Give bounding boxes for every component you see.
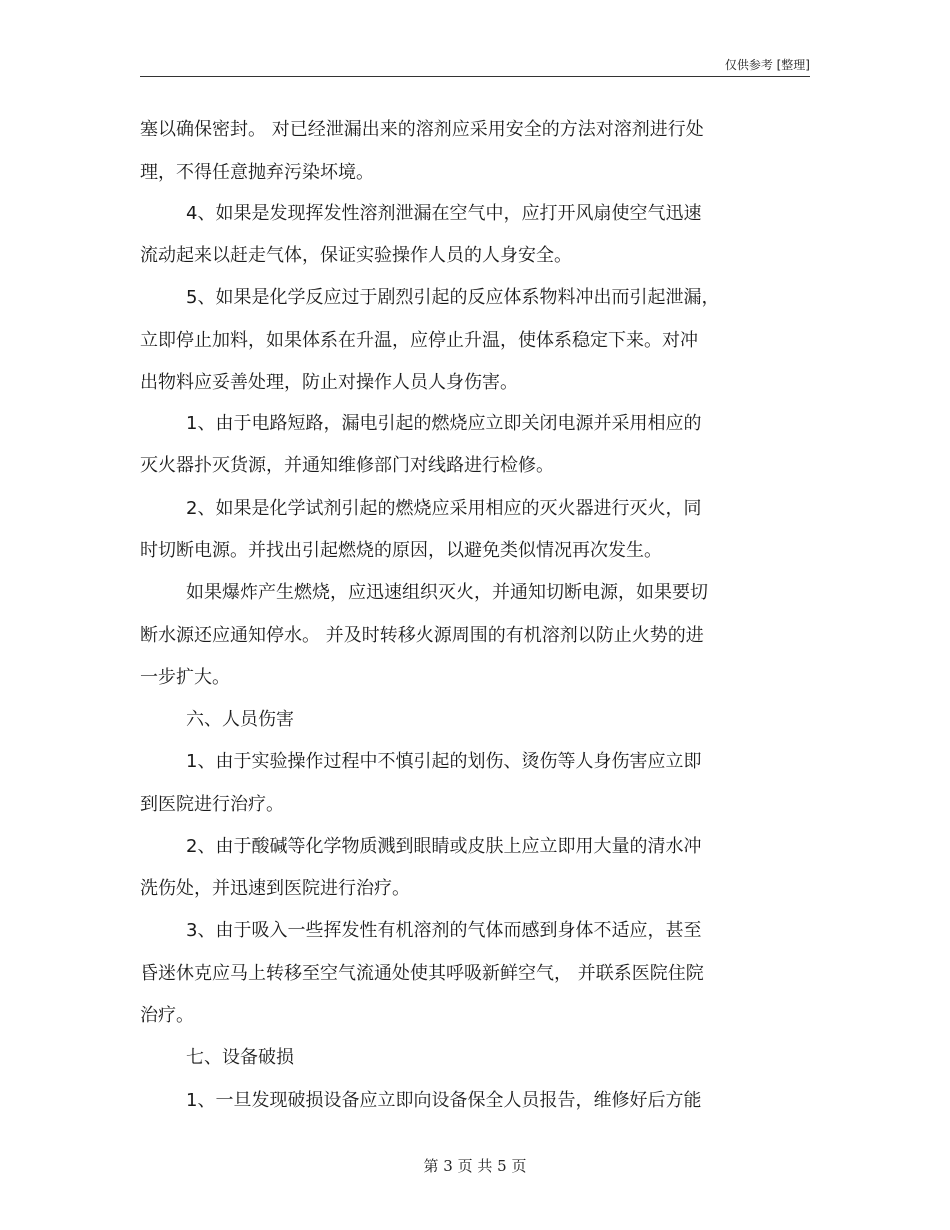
body-line: 2、如果是化学试剂引起的燃烧应采用相应的灭火器进行灭火，同 bbox=[186, 498, 702, 519]
body-line: 1、一旦发现破损设备应立即向设备保全人员报告，维修好后方能 bbox=[186, 1090, 702, 1111]
body-line: 4、如果是发现挥发性溶剂泄漏在空气中，应打开风扇使空气迅速 bbox=[186, 203, 702, 224]
section-heading: 六、人员伤害 bbox=[186, 709, 294, 730]
body-line: 塞以确保密封。 对已经泄漏出来的溶剂应采用安全的方法对溶剂进行处 bbox=[140, 119, 704, 140]
body-line: 出物料应妥善处理，防止对操作人员人身伤害。 bbox=[140, 372, 518, 393]
body-line: 灭火器扑灭货源，并通知维修部门对线路进行检修。 bbox=[140, 455, 554, 476]
header-rule bbox=[140, 76, 810, 77]
page-number: 第 3 页 共 5 页 bbox=[423, 1157, 527, 1175]
body-line: 时切断电源。并找出引起燃烧的原因，以避免类似情况再次发生。 bbox=[140, 540, 662, 561]
header-note: 仅供参考 [整理] bbox=[724, 58, 810, 72]
body-line: 如果爆炸产生燃烧，应迅速组织灭火，并通知切断电源，如果要切 bbox=[186, 582, 708, 603]
body-line: 昏迷休克应马上转移至空气流通处使其呼吸新鲜空气， 并联系医院住院 bbox=[140, 963, 704, 984]
body-line: 1、由于电路短路，漏电引起的燃烧应立即关闭电源并采用相应的 bbox=[186, 413, 702, 434]
body-line: 理，不得任意抛弃污染坏境。 bbox=[140, 162, 374, 183]
section-heading: 七、设备破损 bbox=[186, 1047, 294, 1068]
body-line: 立即停止加料，如果体系在升温，应停止升温，使体系稳定下来。对冲 bbox=[140, 330, 698, 351]
body-line: 断水源还应通知停水。 并及时转移火源周围的有机溶剂以防止火势的进 bbox=[140, 625, 704, 646]
body-line: 到医院进行治疗。 bbox=[140, 794, 284, 815]
body-line: 治疗。 bbox=[140, 1005, 194, 1026]
body-line: 2、由于酸碱等化学物质溅到眼睛或皮肤上应立即用大量的清水冲 bbox=[186, 836, 702, 857]
body-line: 3、由于吸入一些挥发性有机溶剂的气体而感到身体不适应，甚至 bbox=[186, 920, 702, 941]
body-line: 一步扩大。 bbox=[140, 667, 230, 688]
body-line: 5、如果是化学反应过于剧烈引起的反应体系物料冲出而引起泄漏， bbox=[186, 287, 720, 308]
body-line: 洗伤处，并迅速到医院进行治疗。 bbox=[140, 878, 410, 899]
body-line: 流动起来以赶走气体，保证实验操作人员的人身安全。 bbox=[140, 245, 572, 266]
body-line: 1、由于实验操作过程中不慎引起的划伤、烫伤等人身伤害应立即 bbox=[186, 751, 702, 772]
